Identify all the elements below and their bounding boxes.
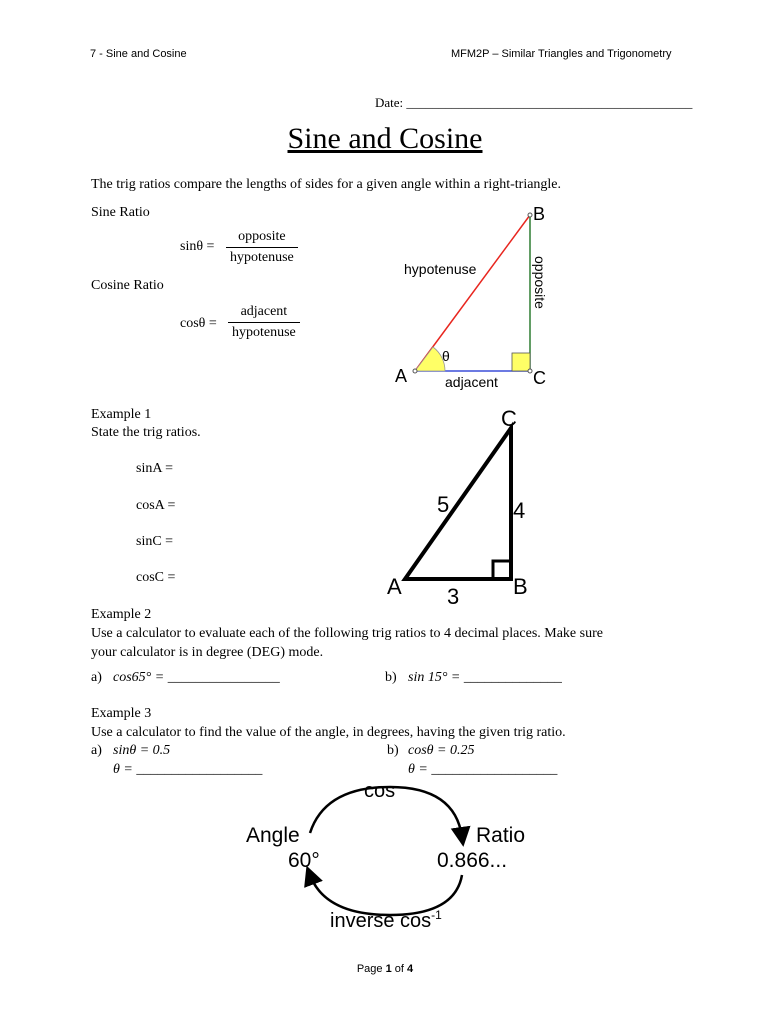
angle-theta-wedge — [415, 347, 445, 371]
example1-triangle-diagram — [385, 400, 545, 610]
angle-ratio-cycle-diagram — [230, 775, 550, 940]
example1-item: cosC = — [136, 570, 176, 585]
sine-numerator: opposite — [238, 229, 286, 244]
example1-item: sinA = — [136, 461, 174, 476]
vertex-b-label: B — [533, 204, 546, 224]
cycle-left-value: 60° — [288, 849, 320, 872]
example3-b-answer: θ = __________________ — [408, 762, 558, 777]
example3-heading: Example 3 — [91, 706, 152, 721]
cycle-right-value: 0.866... — [437, 849, 508, 872]
vertex-c-label: C — [533, 368, 546, 388]
example1-heading: Example 1 — [91, 407, 152, 422]
cosine-lhs: cosθ = — [180, 316, 217, 331]
example3-b-label: b) — [387, 743, 399, 758]
date-line: Date: ____________________________________________ — [375, 95, 693, 110]
intro-text: The trig ratios compare the lengths of sides for a given angle within a right-triangle. — [91, 177, 562, 192]
right-angle-marker — [493, 561, 511, 579]
sine-heading: Sine Ratio — [91, 205, 150, 220]
hypotenuse-label: hypotenuse — [404, 261, 477, 277]
opposite-label: opposite — [532, 256, 548, 309]
page-prefix: Page — [356, 963, 386, 975]
cycle-bottom-text: inverse cos — [330, 910, 432, 932]
right-angle-marker — [512, 353, 530, 371]
cosine-fraction — [228, 304, 300, 341]
side-ac-length: 5 — [437, 492, 450, 517]
sine-fraction — [226, 229, 298, 266]
example1-item: cosA = — [136, 498, 176, 513]
vertex-c-label: C — [501, 406, 517, 431]
cycle-bottom-superscript: -1 — [431, 908, 442, 922]
page-current: 1 — [385, 963, 392, 975]
example1-item: sinC = — [136, 534, 174, 549]
page-total: 4 — [407, 963, 414, 975]
cycle-left-label: Angle — [246, 824, 300, 847]
labelled-triangle-diagram — [390, 198, 560, 398]
cycle-top-label: cos — [364, 780, 396, 802]
theta-label: θ — [442, 348, 450, 364]
example2-heading: Example 2 — [91, 607, 152, 622]
example2-a-label: a) — [91, 670, 102, 685]
page-number — [0, 963, 770, 975]
example3-a-expression: sinθ = 0.5 — [113, 743, 171, 758]
sine-denominator: hypotenuse — [230, 250, 294, 265]
vertex-b-dot — [528, 213, 532, 217]
vertex-c-dot — [528, 369, 532, 373]
example2-a-expression: cos65° = ________________ — [113, 670, 280, 685]
page-title: Sine and Cosine — [287, 122, 483, 155]
cycle-right-label: Ratio — [476, 824, 526, 847]
cosine-numerator: adjacent — [240, 304, 288, 319]
header-left: 7 - Sine and Cosine — [90, 48, 187, 60]
triangle-abc — [405, 428, 511, 579]
sine-lhs: sinθ = — [180, 239, 215, 254]
example2-b-expression: sin 15° = ______________ — [408, 670, 562, 685]
cosine-heading: Cosine Ratio — [91, 278, 164, 293]
example1-instruction: State the trig ratios. — [91, 425, 201, 440]
cycle-bottom-label — [330, 908, 442, 932]
vertex-a-label: A — [387, 574, 402, 599]
adjacent-label: adjacent — [445, 374, 498, 390]
example3-b-expression: cosθ = 0.25 — [408, 743, 475, 758]
side-ab-length: 3 — [447, 584, 460, 609]
vertex-a-dot — [413, 369, 417, 373]
example3-instruction: Use a calculator to find the value of the angle, in degrees, having the given trig ratio. — [91, 725, 566, 740]
example2-instruction-line1: Use a calculator to evaluate each of the following trig ratios to 4 decimal places. Make sure — [91, 626, 603, 641]
header-right: MFM2P – Similar Triangles and Trigonometry — [451, 48, 672, 60]
cosine-denominator: hypotenuse — [232, 325, 296, 340]
side-bc-length: 4 — [513, 498, 526, 523]
example2-instruction-line2: your calculator is in degree (DEG) mode. — [91, 645, 324, 660]
example3-a-label: a) — [91, 743, 102, 758]
example3-a-answer: θ = __________________ — [113, 762, 263, 777]
page-of: of — [391, 963, 408, 975]
example2-b-label: b) — [385, 670, 397, 685]
vertex-b-label: B — [513, 574, 528, 599]
vertex-a-label: A — [395, 366, 408, 386]
